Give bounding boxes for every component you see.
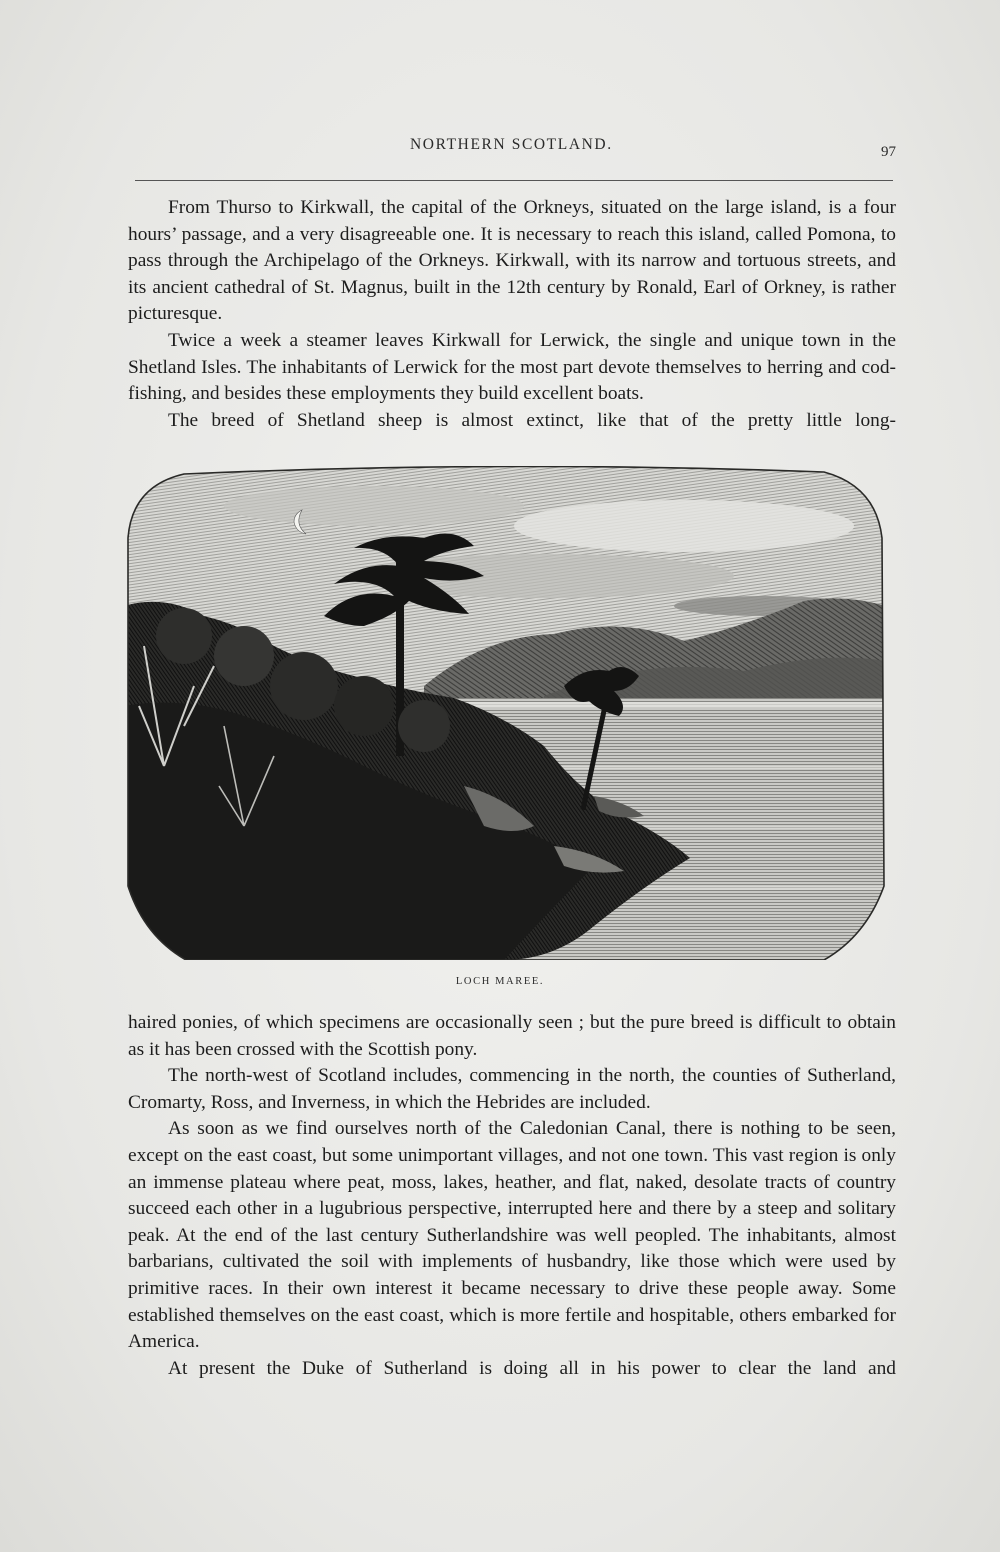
text-block-top xyxy=(128,195,896,434)
paragraph-haired-ponies: haired ponies, of which specimens are occasionally seen ; but the pure breed is difficult to obtain as it has been crossed with the Scottish pony. xyxy=(128,1012,896,1060)
page-number: 97 xyxy=(881,144,896,160)
header-rule xyxy=(135,180,893,181)
paragraph-lerwick-steamer: Twice a week a steamer leaves Kirkwall for Lerwick, the single and unique town in the Shetland Isles. The inhabitants of Lerwick for the most part devote themselves to herring and cod-fishing, and besides these employments they build excellent boats. xyxy=(128,329,896,405)
paragraph-north-west-scotland: The north-west of Scotland includes, commencing in the north, the counties of Sutherland, Cromarty, Ross, and Inverness, in which the Hebrides are included. xyxy=(128,1065,896,1113)
paragraph-duke-of-sutherland: At present the Duke of Sutherland is doing all in his power to clear the land and xyxy=(168,1357,896,1379)
illustration-caption: LOCH MAREE. xyxy=(455,976,545,987)
paragraph-caledonian-canal: As soon as we find ourselves north of the Caledonian Canal, there is nothing to be seen, except on the east coast, but some unimportant villages, and not one town. This vast region is only an immense plateau where peat, moss, lakes, heather, and flat, naked, desolate tracts of country succeed each other in a lugubrious perspective, interrupted here and there by a steep and solitary peak. At the end of the last century Sutherlandshire was well peopled. The inhabitants, almost barbarians, cultivated the soil with implements of husbandry, like those which were used by primitive races. In their own interest it became necessary to drive these people away. Some established themselves on the east coast, which is more fertile and hospitable, others embarked for America. xyxy=(128,1118,896,1353)
running-head xyxy=(120,136,900,160)
text-block-bottom xyxy=(128,1010,896,1382)
paragraph-shetland-sheep: The breed of Shetland sheep is almost extinct, like that of the pretty little long- xyxy=(168,409,896,431)
loch-maree-engraving xyxy=(124,466,886,960)
paragraph-thurso-kirkwall: From Thurso to Kirkwall, the capital of the Orkneys, situated on the large island, is a four hours’ passage, and a very disagreeable one. It is necessary to reach this island, called Pomona, to pass through the Archipelago of the Orkneys. Kirkwall, with its narrow and tortuous streets, and its ancient cathedral of St. Magnus, built in the 12th century by Ronald, Earl of Orkney, is rather picturesque. xyxy=(128,197,896,325)
running-head-title: NORTHERN SCOTLAND. xyxy=(410,136,613,153)
engraving-illustration xyxy=(124,466,886,960)
